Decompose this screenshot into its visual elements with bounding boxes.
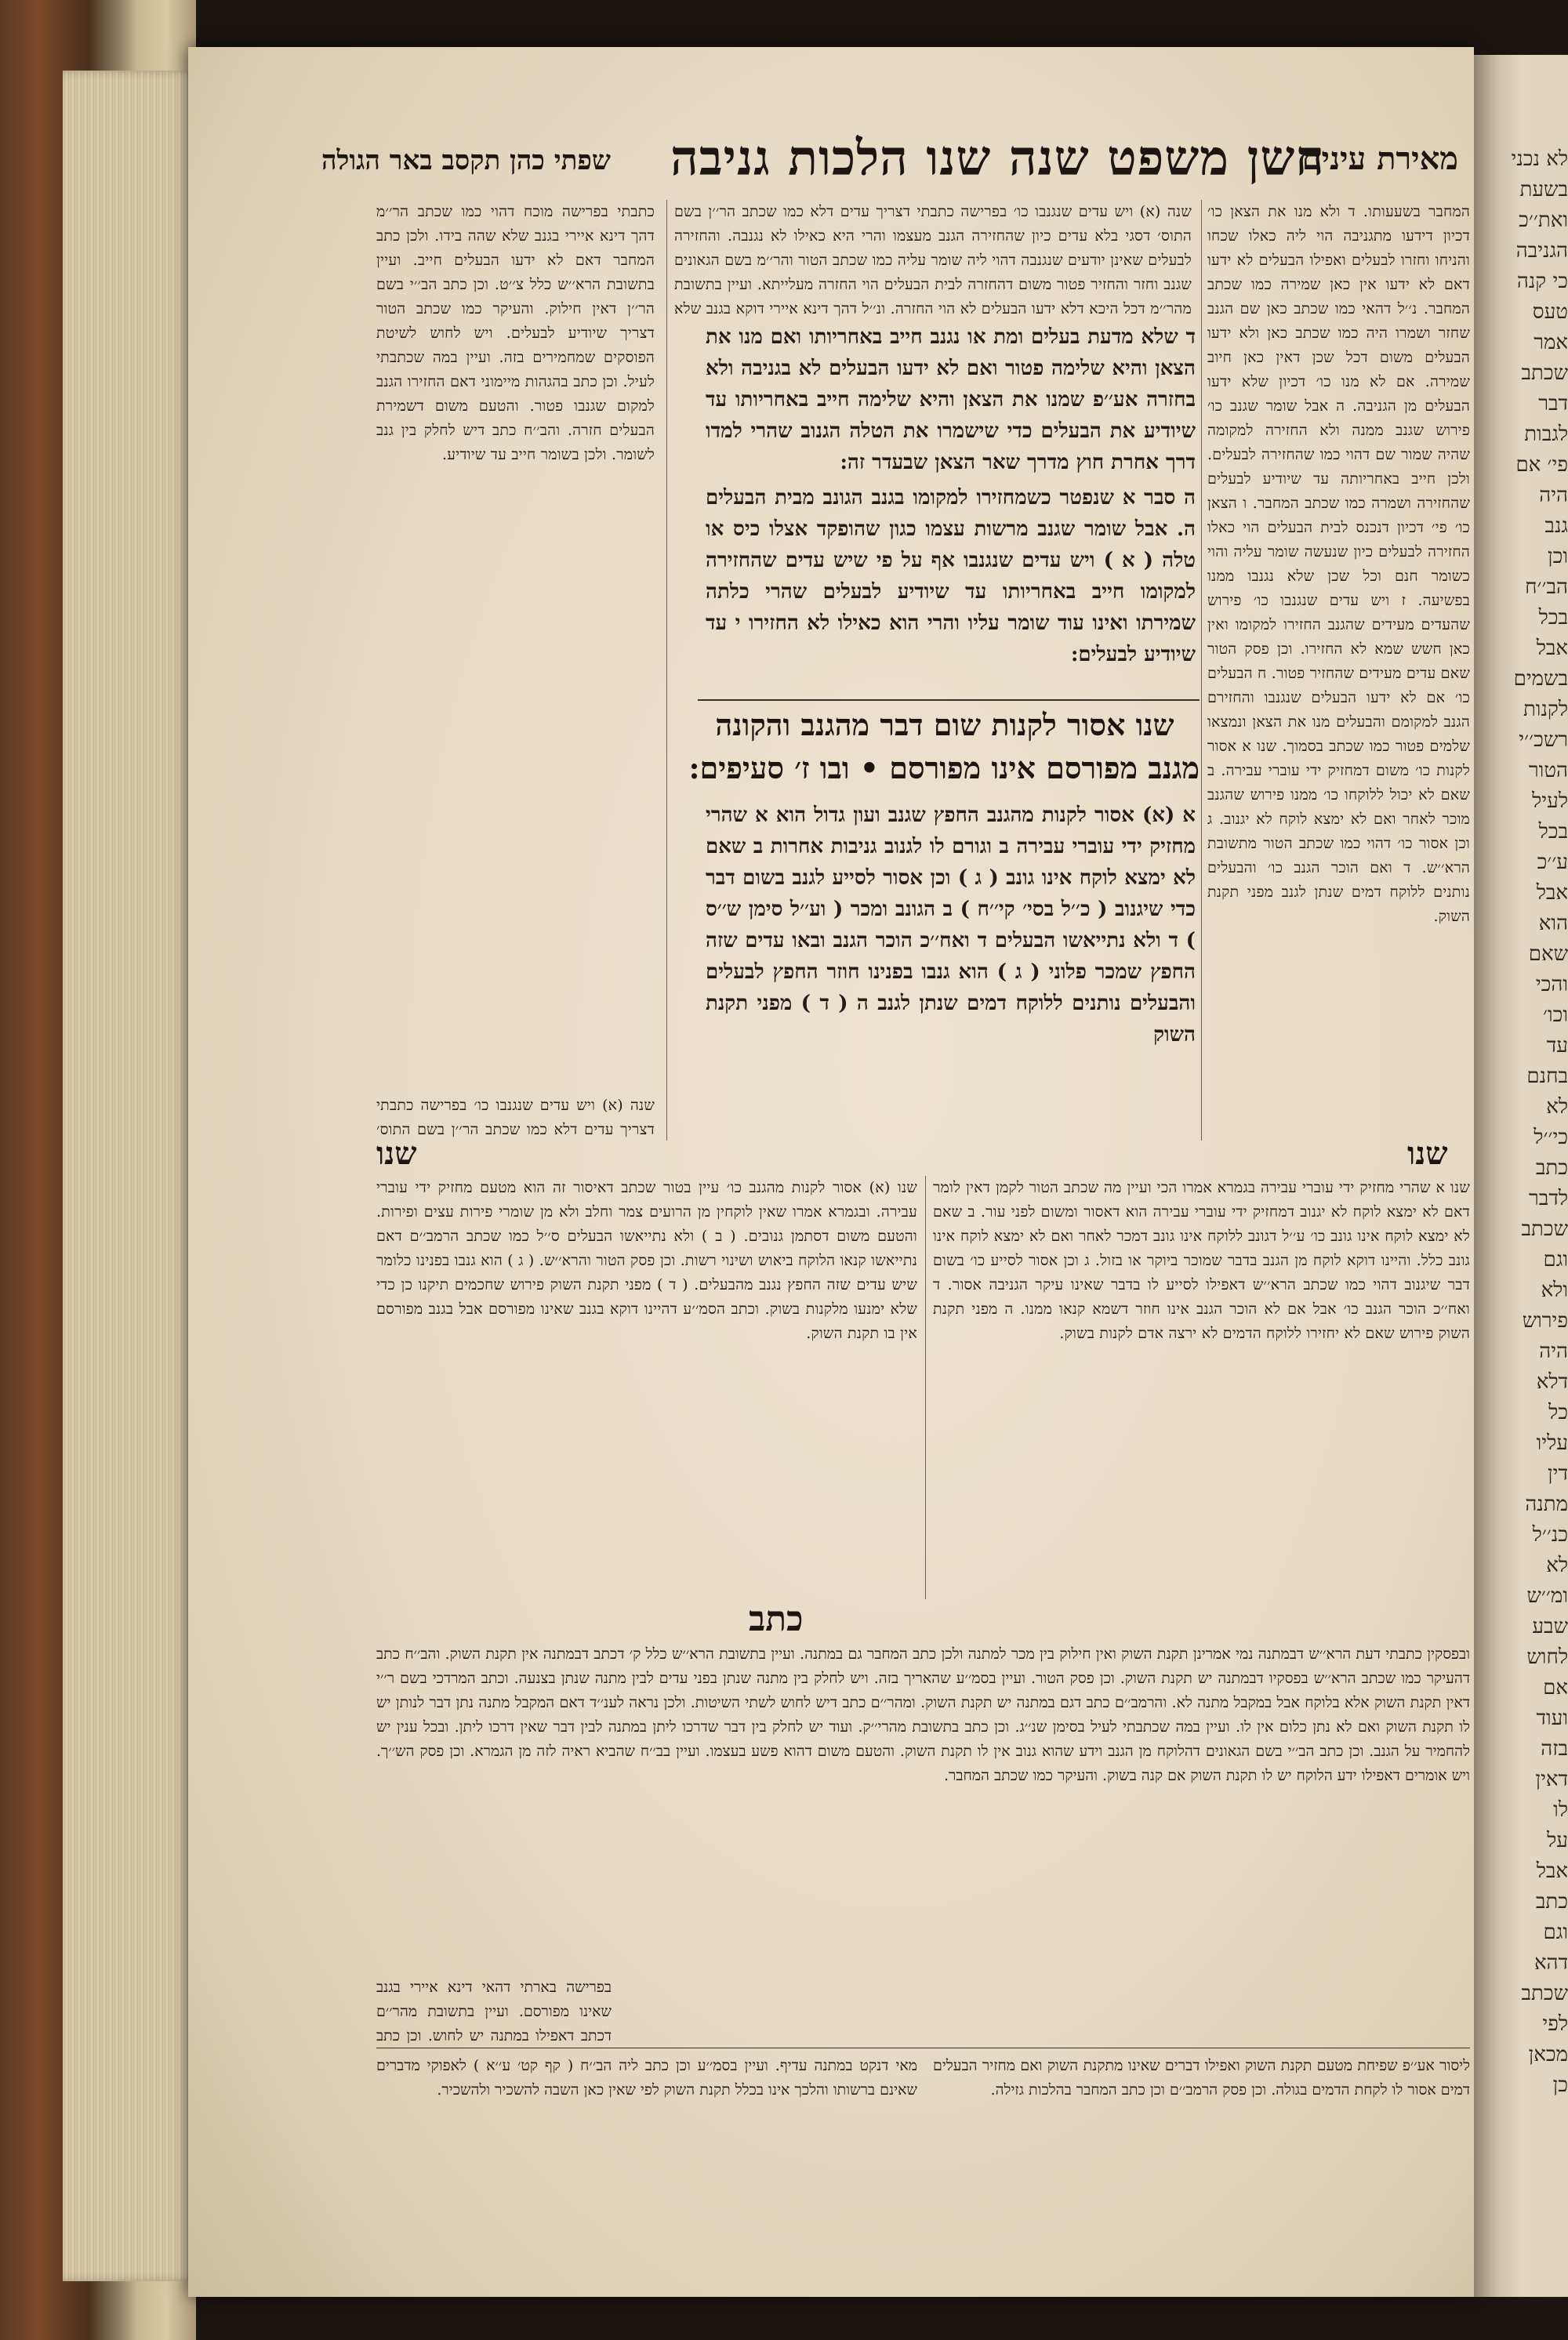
adjacent-page-line: דבר [1538, 392, 1568, 415]
adjacent-page-line: הב׳׳ח [1525, 575, 1568, 599]
adjacent-page-line: בחנם [1526, 1065, 1568, 1088]
header-left-tag: שפתי כהן תקסב באר הגולה [321, 145, 611, 176]
adjacent-page-line: אמר [1534, 331, 1568, 354]
column-divider-right [1201, 200, 1202, 1141]
adjacent-page-line: עד [1546, 1034, 1568, 1058]
adjacent-page-line: וגם [1543, 1248, 1568, 1272]
adjacent-page-line: אבל [1536, 637, 1568, 660]
main-text-seif-5: ה סבר א שנפטר כשמחזירו למקומו בגנב הגונב מבית הבעלים ה. אבל שומר שגנב מרשות עצמו כגון שהופקד אצלו כיס או טלה ( א ) ויש עדים שנגנבו אף על פי שיש עדים שהחזירה למקומו חייב באחריותו עד שיודיע לבעלים שהרי כלתה שמירתו ואינו עוד שומר עליו והרי הוא כאילו לא החזירו י עד שיודיע לבעלים: [706, 486, 1196, 666]
adjacent-page-line: כנ׳׳ל [1532, 1523, 1568, 1547]
running-header [321, 129, 1458, 192]
adjacent-page-line: עליו [1536, 1431, 1568, 1455]
commentary-bottom-main: ובפסקין כתבתי דעת הרא׳׳ש דבמתנה נמי אמרינן תקנת השוק ואין חילוק בין מכר למתנה ולכן כתב המחבר גם במתנה. ועיין בתשובת הרא׳׳ש כלל ק׳ דכתב דבמתנה אין תקנת השוק. והב׳׳ח כתב דהעיקר כמו שכתב הרא׳׳ש בפסקיו דבמתנה יש תקנת השוק. וכן פסק הטור. ועיין בסמ׳׳ע שהאריך בזה. ויש לחלק בין מתנה שנתן בפני עדים לבין מתנה שנתן בצנעה. וכתב המרדכי בשם ר׳׳י דאין תקנת השוק אלא בלוקח אבל במקבל מתנה לא. והרמב׳׳ם כתב דגם במתנה יש תקנת השוק. ומהר׳׳ם כתב דיש לחוש לשתי השיטות. ולכן נראה לענ׳׳ד דאם המקבל מתנה נתן דבר לנותן יש לו תקנת השוק ואם לא נתן כלום אין לו. ועיין במה שכתבתי לעיל בסימן שנ׳׳ג. וכן כתב בתשובת מהרי׳׳ק. ועוד יש לחלק בין דבר שדרכו ליתן במתנה לבין דבר שאין דרכו ליתן. ובכל ענין יש להחמיר על הגנב. וכן כתב הב׳׳י בשם הגאונים דהלוקח מן הגנב וידע שהוא גנוב אין לו תקנת השוק. והטעם משום דהוא פשע בעצמו. ועיין בב׳׳ח שהביא ראיה לזה מן הגמרא. וכן פסק הש׳׳ך. ויש אומרים דאפילו ידע הלוקח יש לו תקנת השוק אם קנה בשוק. והעיקר כמו שכתב המחבר. [376, 1645, 1470, 1784]
adjacent-page-line: דאין [1535, 1768, 1568, 1791]
adjacent-page-line: אבל [1536, 1859, 1568, 1883]
adjacent-page-line: ע׳׳כ [1537, 851, 1568, 874]
adjacent-page-line: הוא [1538, 912, 1568, 935]
adjacent-page-line: לא נכני [1511, 147, 1568, 171]
adjacent-page-line: היה [1539, 484, 1568, 507]
adjacent-page-line: וכן [1548, 545, 1568, 568]
adjacent-page-line: לגבות [1524, 423, 1568, 446]
adjacent-page-line: כתב [1535, 1156, 1568, 1180]
adjacent-page-line: לא [1546, 1095, 1568, 1119]
commentary-right-top: המחבר בשעעותו. ד ולא מנו את הצאן כו׳ דכיון דידעו מתגניבה הוי ליה כאלו שכחו והניחו וחזרו לבעלים ואפילו הבעלים לא ידעו דאם לא ידעו אין כאן שמירה כמו שכתב המחבר. נ׳׳ל דהאי כמו שכתב כאן שם הגנב שחזר ושמרו היה כמו שכתב כאן ולא ידעו הבעלים משום דכל שכן דאין כאן חיוב שמירה. אם לא מנו כו׳ דכיון שלא ידעו הבעלים מן הגניבה. ה אבל שומר שגנב כו׳ פירוש שגנב ממנה ולא החזירה למקומה שהיה שמור שם דהוי כמו שהחזירה לבעלים. ולכן חייב באחריותה עד שיודיע לבעלים שהחזירה ושמרה כמו שכתב המחבר. ו הצאן כו׳ פי׳ דכיון דנכנס לבית הבעלים הוי כאלו החזירה לבעלים כיון שנעשה שומר עליה והוי כשומר חנם וכל שכן שלא נגנבו ממנו בפשיעה. ז ויש עדים שנגנבו כו׳ פירוש שהעדים מעידים שהגנב החזירו למקומו ואין כאן חשש שמא לא החזירו. וכן פסק הטור שאם עדים מעידים שהחזיר פטור. ח הבעלים כו׳ אם לא ידעו הבעלים שנגנבו והחזירם הגנב למקומם והבעלים מנו את הצאן ונמצאו שלמים פטור כמו שכתב בסמוך. שנו א אסור לקנות כו׳ משום דמחזיק ידי עוברי עבירה. ב שאם לא יכול ללוקחו כו׳ ממנו פירוש שהגנב מוכר לאחר ואם לא ימצא לוקח לא יגנוב. ג וכן אסור כו׳ דהוי כמו שכתב הטור מתשובת הרא׳׳ש. ד ואם הוכר הגנב כו׳ והבעלים נותנים ללוקח דמים שנתן לגנב מפני תקנת השוק. [1207, 203, 1470, 925]
adjacent-page-line: וכו׳ [1542, 1003, 1568, 1027]
adjacent-page-line: דין [1548, 1462, 1568, 1486]
adjacent-page-line: אבל [1536, 881, 1568, 905]
adjacent-page-line: הגניבה [1515, 239, 1568, 263]
adjacent-page-line: היה [1539, 1340, 1568, 1363]
adjacent-page-line: לא [1546, 1554, 1568, 1577]
adjacent-page-line: בזה [1541, 1737, 1568, 1761]
adjacent-page-line: שכתב [1521, 361, 1568, 385]
adjacent-page-line: לו [1553, 1798, 1568, 1822]
column-divider-left [666, 200, 667, 1141]
adjacent-page-line: כי קנה [1516, 270, 1568, 293]
commentary-bottom-left: בפרישה בארתי דהאי דינא איירי בגנב שאינו מפורסם. ועיין בתשובת מהר׳׳ם דכתב דאפילו במתנה יש לחוש. וכן כתב [376, 1979, 612, 2044]
section-divider [698, 699, 1200, 701]
adjacent-page-text [1482, 141, 1568, 2117]
header-commentary-name: מאירת עינים [1301, 140, 1458, 177]
adjacent-page-line: שכתב [1521, 1217, 1568, 1241]
adjacent-page-lines [1482, 144, 1568, 2101]
adjacent-page-line: ואת׳׳כ [1519, 209, 1568, 232]
commentary-left-top: כתבתי בפרישה מוכח דהוי כמו שכתב הר׳׳מ דהך דינא איירי בגנב שלא שהה בידו. ולכן כתב המחבר דאם לא ידעו הבעלים חייב. ועיין בתשובת הרא׳׳ש כלל צ׳׳ט. וכן כתב הב׳׳י בשם הר׳׳ן דאין חילוק. והעיקר כמו שכתב הטור דצריך שיודיע לבעלים. ויש לחוש לשיטת הפוסקים שמחמירים בזה. ועיין במה שכתבתי לעיל. וכן כתב בהגהות מיימוני דאם החזירו הגנב למקום שגנבו פטור. והטעם משום דשמירת הבעלים חזרה. והב׳׳ח כתב דיש לחלק בין גנב לשומר. ולכן בשומר חייב עד שיודיע. [376, 203, 655, 463]
commentary-middle-left: שנה (א) ויש עדים שנגנבו כו׳ בפרישה כתבתי דצריך עדים דלא כמו שכתב הר׳׳ן בשם התוס׳ [376, 1097, 655, 1138]
adjacent-page-line: כתב [1535, 1890, 1568, 1914]
siman-marker-356-left: שנו [376, 1135, 417, 1172]
adjacent-page-line: בשעת [1519, 178, 1568, 201]
header-title: חשן משפט שנה שנו הלכות גניבה [670, 129, 1325, 187]
adjacent-page-line: בשמים [1513, 667, 1568, 691]
adjacent-page-line: מכאן [1528, 2043, 1568, 2066]
adjacent-page-line: שכתב [1521, 1982, 1568, 2005]
adjacent-page-line: בכל [1538, 820, 1568, 843]
page-stack-edge [63, 71, 196, 2281]
siman-title-line-2: מגנב מפורסם אינו מפורסם • ובו ז׳ סעיפים: [688, 750, 1200, 785]
adjacent-page-line: והכי [1535, 973, 1568, 996]
adjacent-page-line: שבע [1532, 1615, 1568, 1638]
footer-note-right: ליסור אע׳׳פ שפיחת מטעם תקנת השוק ואפילו דברים שאינו מתקנת השוק ואם מחזיר הבעלים דמים אסור לו לקחת הדמים בגולה. וכן פסק הרמב׳׳ם וכן כתב המחבר בהלכות גזילה. [933, 2057, 1470, 2099]
adjacent-page-line: לדבר [1529, 1187, 1568, 1210]
commentary-middle-top: שנה (א) ויש עדים שנגנבו כו׳ בפרישה כתבתי דצריך עדים דלא כמו שכתב הר׳׳ן בשם התוס׳ דסגי בלא עדים כיון שהחזירה הגנב מעצמו והרי היא כאילו לא נגנבה. והחזירה לבעלים שאינן יודעים שנגנבה דהוי ליה שומר עליה כמו שכתב הטור והר׳׳מ בשם הגאונים שגנב וחזר והחזיר פטור משום דהחזרה לבית הבעלים הוי החזרה מעלייתא. ועיין בתשובת מהר׳׳מ דכל היכא דלא ידעו הבעלים לא הוי החזרה. ונ׳׳ל דהך דינא איירי דוקא בגנב שלא [674, 203, 1192, 317]
adjacent-page-line: לקנות [1523, 698, 1568, 721]
adjacent-page-line: ולא [1541, 1279, 1568, 1302]
adjacent-page-line: כי׳׳ל [1534, 1126, 1568, 1149]
adjacent-page-line: דהא [1534, 1951, 1568, 1975]
adjacent-page-line: כן [1552, 2073, 1568, 2097]
adjacent-page-line: כל [1548, 1401, 1568, 1424]
footer-note-left: מאי דנקט במתנה עדיף. ועיין בסמ׳׳ע וכן כתב ליה הב׳׳ח ( קף קט׳ ע׳׳א ) לאפוקי מדברים שאינם ברשותו והלכך אינו בכלל תקנת השוק לפי שאין כאן השבה להשכיר ולהשכיר. [376, 2057, 917, 2099]
adjacent-page-line: גנב [1544, 514, 1568, 538]
siman-marker-356-right: שנו [1407, 1135, 1448, 1172]
main-text-siman-356: א (א) אסור לקנות מהגנב החפץ שגנב ועון גדול הוא א שהרי מחזיק ידי עוברי עבירה ב וגורם לו לגנוב גניבות אחרות ב שאם לא ימצא לוקח אינו גונב ( ג ) וכן אסור לסייע לגנב בשום דבר כדי שיגנוב ( כ׳׳ל בסי׳ קי׳׳ח ) ב הגונב ומכר ( וע׳׳ל סימן ש׳׳ס ) ד ולא נתייאשו הבעלים ד ואח׳׳כ הוכר הגנב ובאו עדים שזה החפץ שמכר פלוני ( ג ) הוא גנבו בפנינו חוזר החפץ לבעלים והבעלים נותנים ללוקח דמים שנתן לגנב ה ( ד ) מפני תקנת השוק [706, 804, 1196, 1047]
siman-title-line-1: שנו אסור לקנות שום דבר מהגנב והקונה [715, 707, 1174, 742]
adjacent-page-line: וגם [1543, 1921, 1568, 1944]
column-divider-low [925, 1176, 926, 1599]
adjacent-page-line: לפי [1542, 2012, 1568, 2036]
adjacent-page-line: פי׳ אם [1515, 453, 1568, 477]
adjacent-page-line: פירוש [1522, 1309, 1568, 1333]
main-text-seif-4: ד שלא מדעת בעלים ומת או נגנב חייב באחריותו ואם מנו את הצאן והיא שלימה פטור ואם לא ידעו הבעלים לא בגניבה ולא בחזרה אע׳׳פ שמנו את הצאן והיא שלימה חייב באחריותו עד שיודיע את הבעלים כדי שישמרו את הטלה הגנוב שהרי למדו דרך אחרת חוץ מדרך שאר הצאן שבעדר זה: [706, 325, 1196, 474]
adjacent-page-line: על [1547, 1829, 1568, 1852]
adjacent-page-line: ועוד [1536, 1707, 1568, 1730]
adjacent-page-line: בכל [1538, 606, 1568, 629]
adjacent-page-line: אם [1543, 1676, 1568, 1700]
commentary-middle-low: שנו (א) אסור לקנות מהגנב כו׳ עיין בטור שכתב דאיסור זה הוא מטעם מחזיק ידי עוברי עבירה. ובגמרא אמרו שאין לוקחין מן הרועים צמר וחלב ולא מן שומרי פירות עצים ופירות. והטעם משום דסתמן גנובים. ( ב ) ולא נתייאשו הבעלים ס׳׳ל כמו שכתב הרמב׳׳ם דאם נתייאשו קנאו הלוקח ביאוש ושינוי רשות. וכן פסק הטור והרא׳׳ש. ( ג ) הוא גנבו בפנינו כלומר שיש עדים שזה החפץ נגנב מהבעלים. ( ד ) מפני תקנת השוק פירוש שחכמים תיקנו כן כדי שלא ימנעו מלקנות בשוק. וכתב הסמ׳׳ע דהיינו דוקא בגנב שאינו מפורסם אבל בגנב מפורסם אין בו תקנת השוק. [376, 1179, 917, 1342]
adjacent-page-line: ומ׳׳ש [1526, 1584, 1568, 1608]
adjacent-page-line: רשכ׳׳י [1519, 728, 1568, 752]
adjacent-page-line: הטור [1528, 759, 1568, 782]
adjacent-page-line: שאם [1528, 942, 1568, 966]
adjacent-page-line: לעיל [1532, 789, 1568, 813]
adjacent-page-line: מתנה [1525, 1493, 1568, 1516]
adjacent-page-line: טעס [1532, 300, 1568, 324]
adjacent-page-line: לחוש [1526, 1645, 1568, 1669]
katav-marker: כתב [749, 1599, 804, 1639]
commentary-right-low: שנו א שהרי מחזיק ידי עוברי עבירה בגמרא אמרו הכי ועיין מה שכתב הטור לקמן דאין לומר דאם לא ימצא לוקח לא יגנוב דמחזיק ידי עוברי עבירה הוא דאסור ומשום לפני עור. ב שאם לא ימצא לוקח אינו גונב כו׳ ע׳׳ל דגונב ללוקח אינו גונב דמכר לאחר ואם לא ימצא לוקח אינו גונב כלל. והיינו דוקא לוקח מן הגנב בדבר שמוכר ביוקר או בזול. ג וכן אסור לסייע כו׳ בשום דבר שיגנוב דהוי כמו שכתב הרא׳׳ש דאפילו לסייע לו בדבר שאינו עיקר הגניבה אסור. ד ואח׳׳כ הוכר הגנב כו׳ אבל אם לא הוכר הגנב אינו חוזר דשמא קנאו ממנו. ה מפני תקנת השוק פירוש שאם לא יחזירו ללוקח הדמים לא ירצה אדם לקנות בשוק. [933, 1179, 1470, 1342]
adjacent-page-line: דלא [1536, 1370, 1568, 1394]
